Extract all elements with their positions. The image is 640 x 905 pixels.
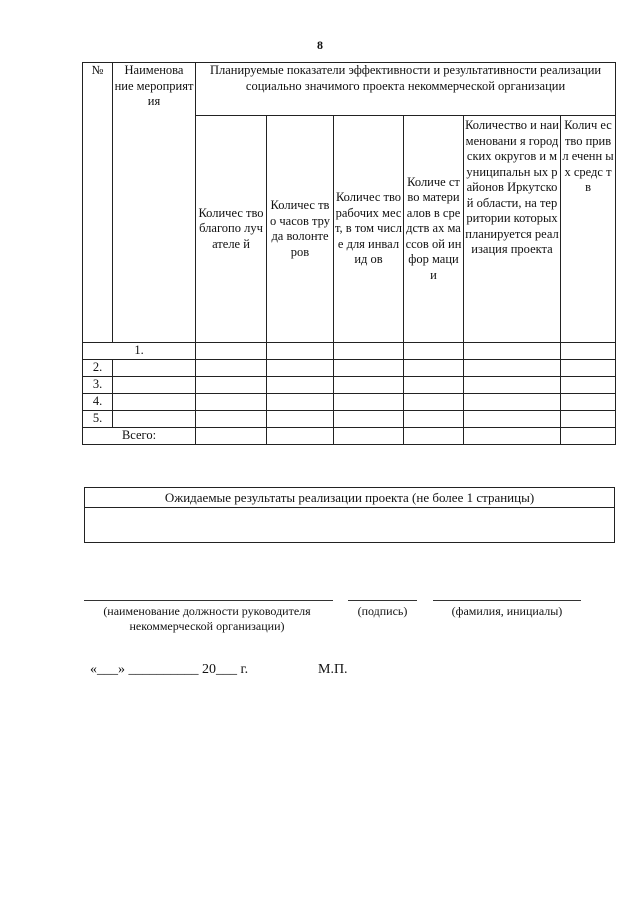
total-row xyxy=(83,428,616,445)
header-number: № xyxy=(83,63,113,343)
indicators-table xyxy=(82,62,616,445)
table-row xyxy=(83,377,616,394)
table-row xyxy=(83,411,616,428)
date-line: «___» __________ 20___ г. xyxy=(90,662,249,677)
header-attracted-funds: Колич ество привл еченн ых средс тв xyxy=(561,116,616,343)
position-caption: (наименование должности руководителя некоммерческой организации) xyxy=(103,604,311,633)
header-planned-indicators: Планируемые показатели эффективности и результативности реализации социально значимого проекта некоммерческой организации xyxy=(196,63,616,116)
total-label: Всего: xyxy=(83,428,196,445)
name-caption: (фамилия, инициалы) xyxy=(451,604,563,618)
header-beneficiaries: Количес тво благопо лучателе й xyxy=(196,116,267,343)
signature-line xyxy=(348,600,417,601)
header-volunteer-hours: Количес тво часов труда волонте ров xyxy=(267,116,334,343)
expected-results-table xyxy=(84,487,615,543)
signature-caption: (подпись) xyxy=(357,604,408,618)
position-signature-line xyxy=(84,600,333,601)
table-row xyxy=(83,360,616,377)
page-number: 8 xyxy=(317,38,323,52)
row-number: 2. xyxy=(83,360,113,377)
expected-results-body xyxy=(85,508,615,543)
row-number: 5. xyxy=(83,411,113,428)
table-row xyxy=(83,343,616,360)
name-signature-line xyxy=(433,600,581,601)
row-number: 4. xyxy=(83,394,113,411)
table-row xyxy=(83,394,616,411)
header-event-name: Наименова ние мероприят ия xyxy=(113,63,196,343)
header-districts: Количество и наименовани я городских округов и муниципальн ых районов Иркутской области, на территории которых планируется реализация проекта xyxy=(464,116,561,343)
row-number: 3. xyxy=(83,377,113,394)
header-media-materials: Количе ство матери алов в средств ах массов ой инфор мации xyxy=(404,116,464,343)
expected-results-heading: Ожидаемые результаты реализации проекта (не более 1 страницы) xyxy=(85,488,615,508)
row-number: 1. xyxy=(83,343,196,360)
header-workplaces: Количес тво рабочих мест, в том числе для инвалид ов xyxy=(334,116,404,343)
stamp-placeholder: М.П. xyxy=(318,662,348,677)
